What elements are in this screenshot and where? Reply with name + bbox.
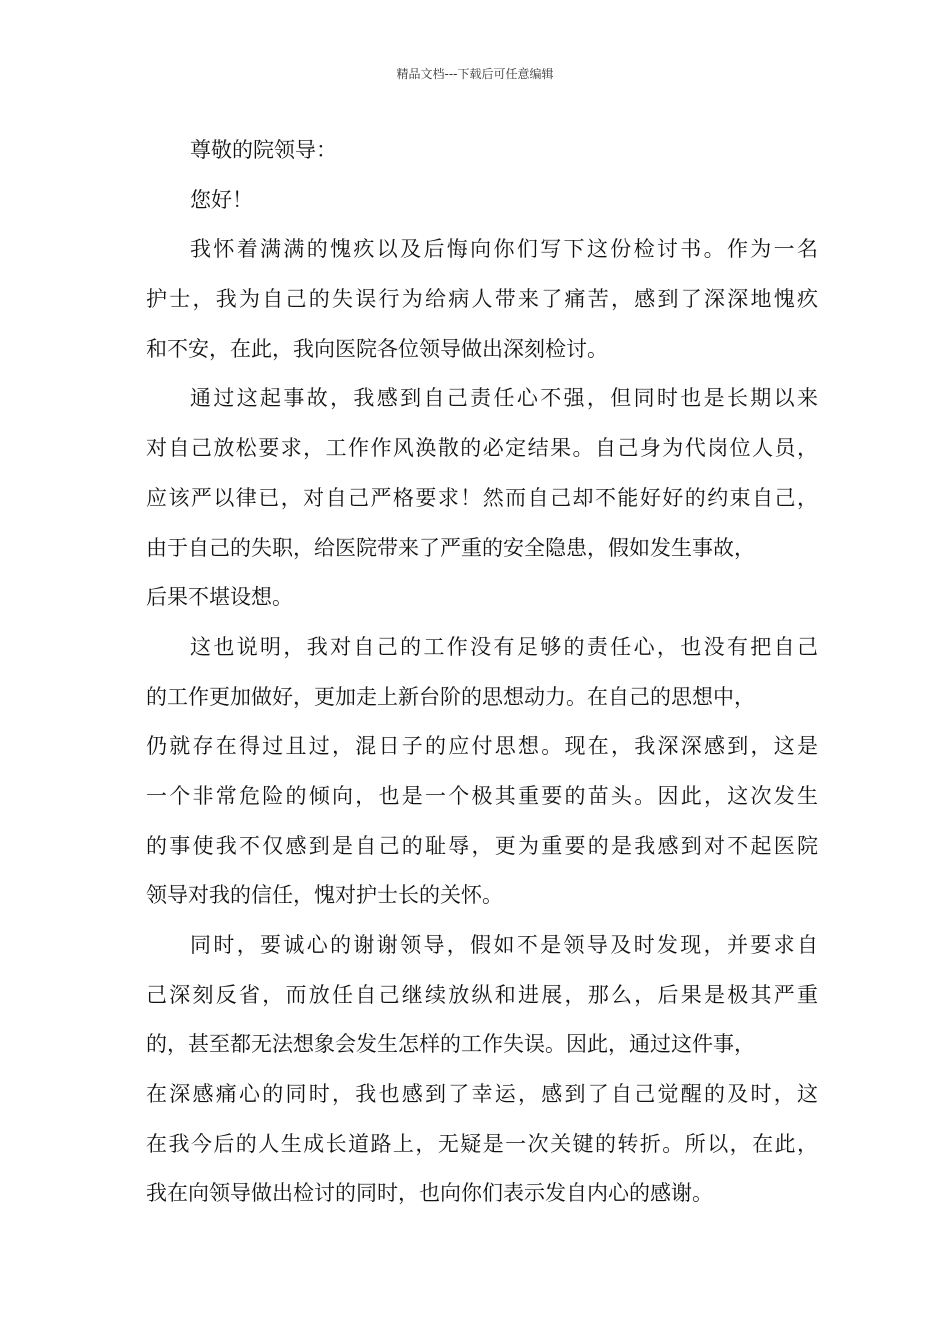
text-line: 在深感痛心的同时，我也感到了幸运，感到了自己觉醒的及时，这 [146,1082,818,1107]
text-line: 通过这起事故，我感到自己责任心不强，但同时也是长期以来 [190,386,818,411]
text-line: 后果不堪设想。 [146,585,293,610]
greeting: 您好！ [190,187,253,212]
text-line: 和不安，在此，我向医院各位领导做出深刻检讨。 [146,336,608,361]
text-line: 的事使我不仅感到是自己的耻辱，更为重要的是我感到对不起医院 [146,833,818,858]
text-line: 护士，我为自己的失误行为给病人带来了痛苦，感到了深深地愧疚 [146,287,818,312]
text-line: 的工作更加做好，更加走上新台阶的思想动力。在自己的思想中， [146,684,755,709]
text-line: 一个非常危险的倾向，也是一个极其重要的苗头。因此，这次发生 [146,783,818,808]
text-line: 这也说明，我对自己的工作没有足够的责任心，也没有把自己 [190,634,818,659]
letter-body [146,126,818,1219]
text-line: 己深刻反省，而放任自己继续放纵和进展，那么，后果是极其严重 [146,982,818,1007]
text-line: 由于自己的失职，给医院带来了严重的安全隐患，假如发生事故， [146,535,755,560]
text-line: 领导对我的信任，愧对护士长的关怀。 [146,883,503,908]
text-line: 在我今后的人生成长道路上，无疑是一次关键的转折。所以，在此， [146,1131,818,1156]
page-header: 精品文档---下载后可任意编辑 [396,67,554,81]
text-line: 同时，要诚心的谢谢领导，假如不是领导及时发现，并要求自 [190,933,818,957]
text-line: 应该严以律已，对自己严格要求！然而自己却不能好好的约束自己， [146,485,818,510]
salutation: 尊敬的院领导： [190,138,337,162]
text-line: 仍就存在得过且过，混日子的应付思想。现在，我深深感到，这是 [146,734,818,759]
text-line: 对自己放松要求，工作作风涣散的必定结果。自己身为代岗位人员， [146,436,818,461]
text-line: 的，甚至都无法想象会发生怎样的工作失误。因此，通过这件事， [146,1032,755,1057]
text-line: 我在向领导做出检讨的同时，也向你们表示发自内心的感谢。 [146,1181,713,1206]
text-line: 我怀着满满的愧疚以及后悔向你们写下这份检讨书。作为一名 [190,237,818,262]
